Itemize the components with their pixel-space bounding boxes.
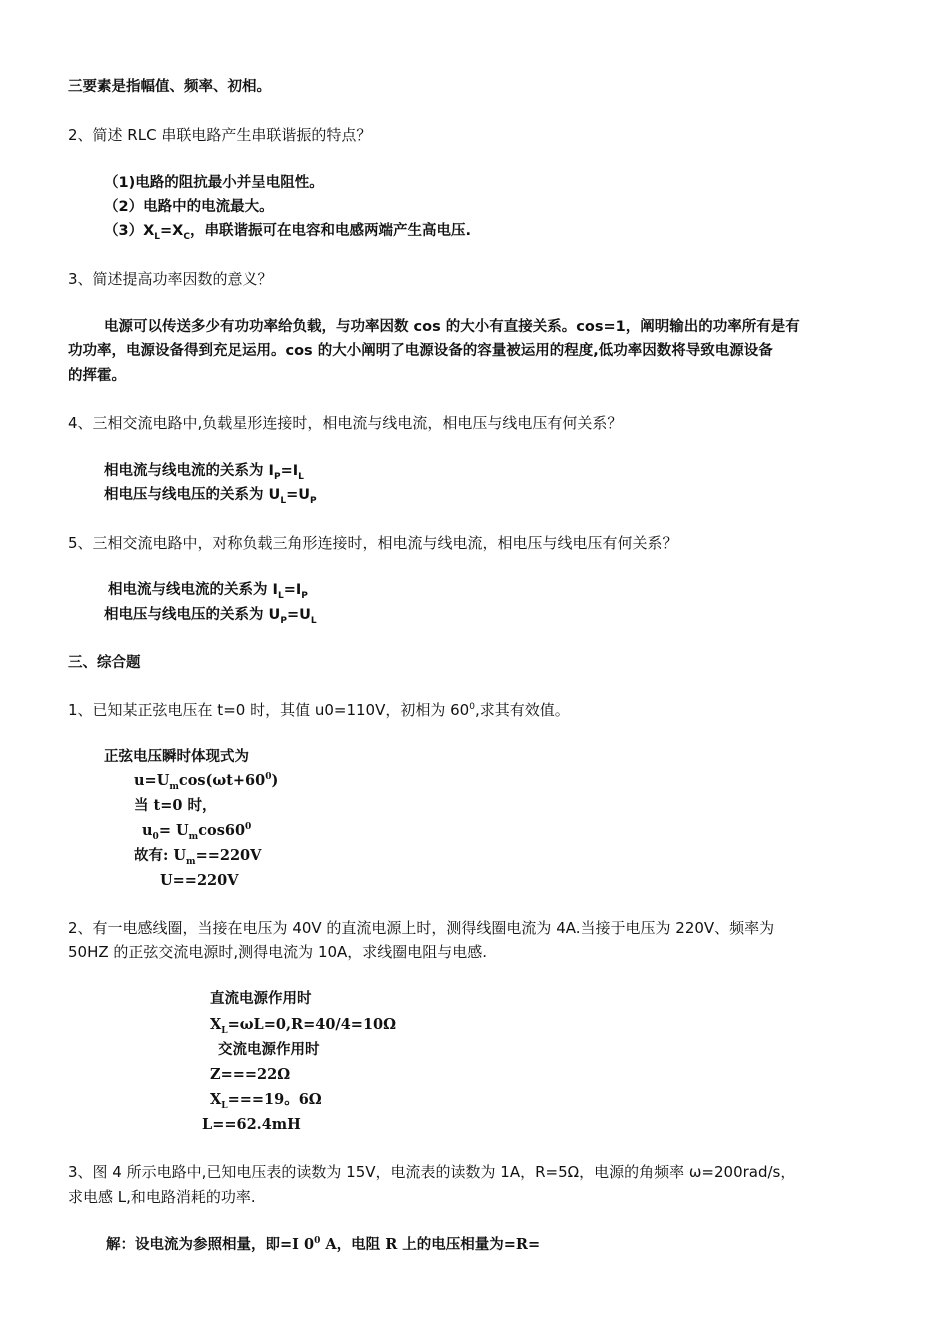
problem-1 [68, 700, 570, 720]
subscript: m [186, 856, 196, 867]
subscript: L [310, 615, 317, 626]
text-segment: 解：设电流为参照相量，即=I 0 [106, 1236, 315, 1253]
text-segment: 1、已知某正弦电压在 t=0 时，其值 u0=110V，初相为 60 [68, 701, 470, 719]
answer-line: （2）电路中的电流最大。 [104, 199, 274, 215]
superscript: 0 [245, 822, 252, 833]
text-segment: A，电阻 R 上的电压相量为=R= [320, 1236, 541, 1253]
superscript: 0 [469, 702, 475, 712]
text-segment: 相电压与线电压的关系为 U [104, 607, 281, 623]
subscript: L [280, 495, 287, 506]
answer-line: 电源可以传送多少有功功率给负载，与功率因数 cos 的大小有直接关系。cos=1，阐明输出的功率所有是有 [104, 319, 800, 335]
text-segment: X [210, 1016, 222, 1033]
problem-2: 2、有一电感线圈，当接在电压为 40V 的直流电源上时，测得线圈电流为 4A.当接于电压为 220V、频率为 [68, 919, 775, 937]
superscript: 0 [314, 1236, 321, 1247]
solution-line: 当 t=0 时， [134, 797, 217, 814]
text-segment: ) [271, 772, 279, 789]
solution-line [106, 1235, 540, 1255]
text-segment: ，串联谐振可在电容和电感两端产生高电压. [189, 223, 471, 239]
text-segment: =X [160, 223, 184, 239]
solution-line [142, 821, 251, 841]
answer-line [104, 221, 471, 241]
solution-line: U==220V [160, 872, 239, 889]
answer-line: （1)电路的阻抗最小并呈电阻性。 [104, 175, 324, 191]
subscript: L [298, 471, 304, 482]
answer-line: 三要素是指幅值、频率、初相。 [68, 79, 271, 95]
subscript: P [310, 495, 317, 506]
subscript: L [221, 1025, 228, 1036]
subscript: L [277, 590, 284, 601]
subscript: C [183, 231, 190, 242]
text-segment: 相电压与线电压的关系为 U [104, 487, 281, 503]
text-segment: cos60 [198, 822, 246, 839]
subscript: m [169, 781, 179, 792]
subscript: 0 [152, 831, 159, 842]
text-segment: u [142, 822, 153, 839]
solution-line [134, 771, 278, 791]
problem-3: 求电感 L,和电路消耗的功率. [68, 1188, 256, 1206]
solution-line: 交流电源作用时 [218, 1042, 320, 1058]
answer-line [104, 485, 317, 505]
solution-line [210, 1015, 396, 1035]
text-segment: 相电流与线电流的关系为 I [104, 463, 274, 479]
subscript: L [221, 1100, 228, 1111]
question-4: 4、三相交流电路中,负载星形连接时，相电流与线电流，相电压与线电压有何关系？ [68, 414, 623, 432]
answer-line [108, 580, 308, 600]
question-5: 5、三相交流电路中，对称负载三角形连接时，相电流与线电流，相电压与线电压有何关系？ [68, 534, 678, 552]
subscript: P [273, 471, 281, 482]
text-segment: u=U [134, 772, 170, 789]
text-segment: X [210, 1091, 222, 1108]
answer-line [104, 461, 304, 481]
subscript: m [188, 831, 199, 842]
text-segment: ==220V [195, 847, 262, 864]
answer-line [104, 605, 317, 625]
problem-2: 50HZ 的正弦交流电源时,测得电流为 10A，求线圈电阻与电感. [68, 943, 488, 961]
subscript: P [301, 590, 308, 601]
text-segment: =I [283, 582, 302, 598]
text-segment: =I [280, 463, 299, 479]
question-3: 3、简述提高功率因数的意义？ [68, 270, 273, 288]
text-segment: =U [286, 607, 311, 623]
text-segment: 相电流与线电流的关系为 I [108, 582, 278, 598]
section-heading: 三、综合题 [68, 655, 141, 671]
answer-line: 功功率，电源设备得到充足运用。cos 的大小阐明了电源设备的容量被运用的程度,低功率因数将导致电源设备 [68, 343, 773, 359]
question-2: 2、简述 RLC 串联电路产生串联谐振的特点？ [68, 126, 372, 144]
solution-line [210, 1090, 322, 1110]
superscript: 0 [265, 772, 272, 783]
text-segment: ,求其有效值。 [474, 701, 570, 719]
solution-line [134, 846, 261, 866]
text-segment: ===19。6Ω [227, 1091, 322, 1108]
text-segment: 故有: U [134, 847, 187, 864]
solution-line: Z===22Ω [210, 1066, 291, 1083]
subscript: P [280, 615, 287, 626]
text-segment: cos(ωt+60 [178, 772, 266, 789]
problem-3: 3、图 4 所示电路中,已知电压表的读数为 15V，电流表的读数为 1A，R=5Ω，电源的角频率 ω=200rad/s， [68, 1163, 796, 1181]
text-segment: =U [286, 487, 311, 503]
solution-line: L==62.4mH [202, 1116, 301, 1133]
text-segment: （3）X [104, 223, 155, 239]
solution-line: 直流电源作用时 [210, 991, 312, 1007]
subscript: L [154, 231, 161, 242]
solution-line: 正弦电压瞬时体现式为 [104, 749, 249, 765]
text-segment: =ωL=0,R=40/4=10Ω [227, 1016, 397, 1033]
text-segment: = U [158, 822, 189, 839]
answer-line: 的挥霍。 [68, 368, 126, 384]
